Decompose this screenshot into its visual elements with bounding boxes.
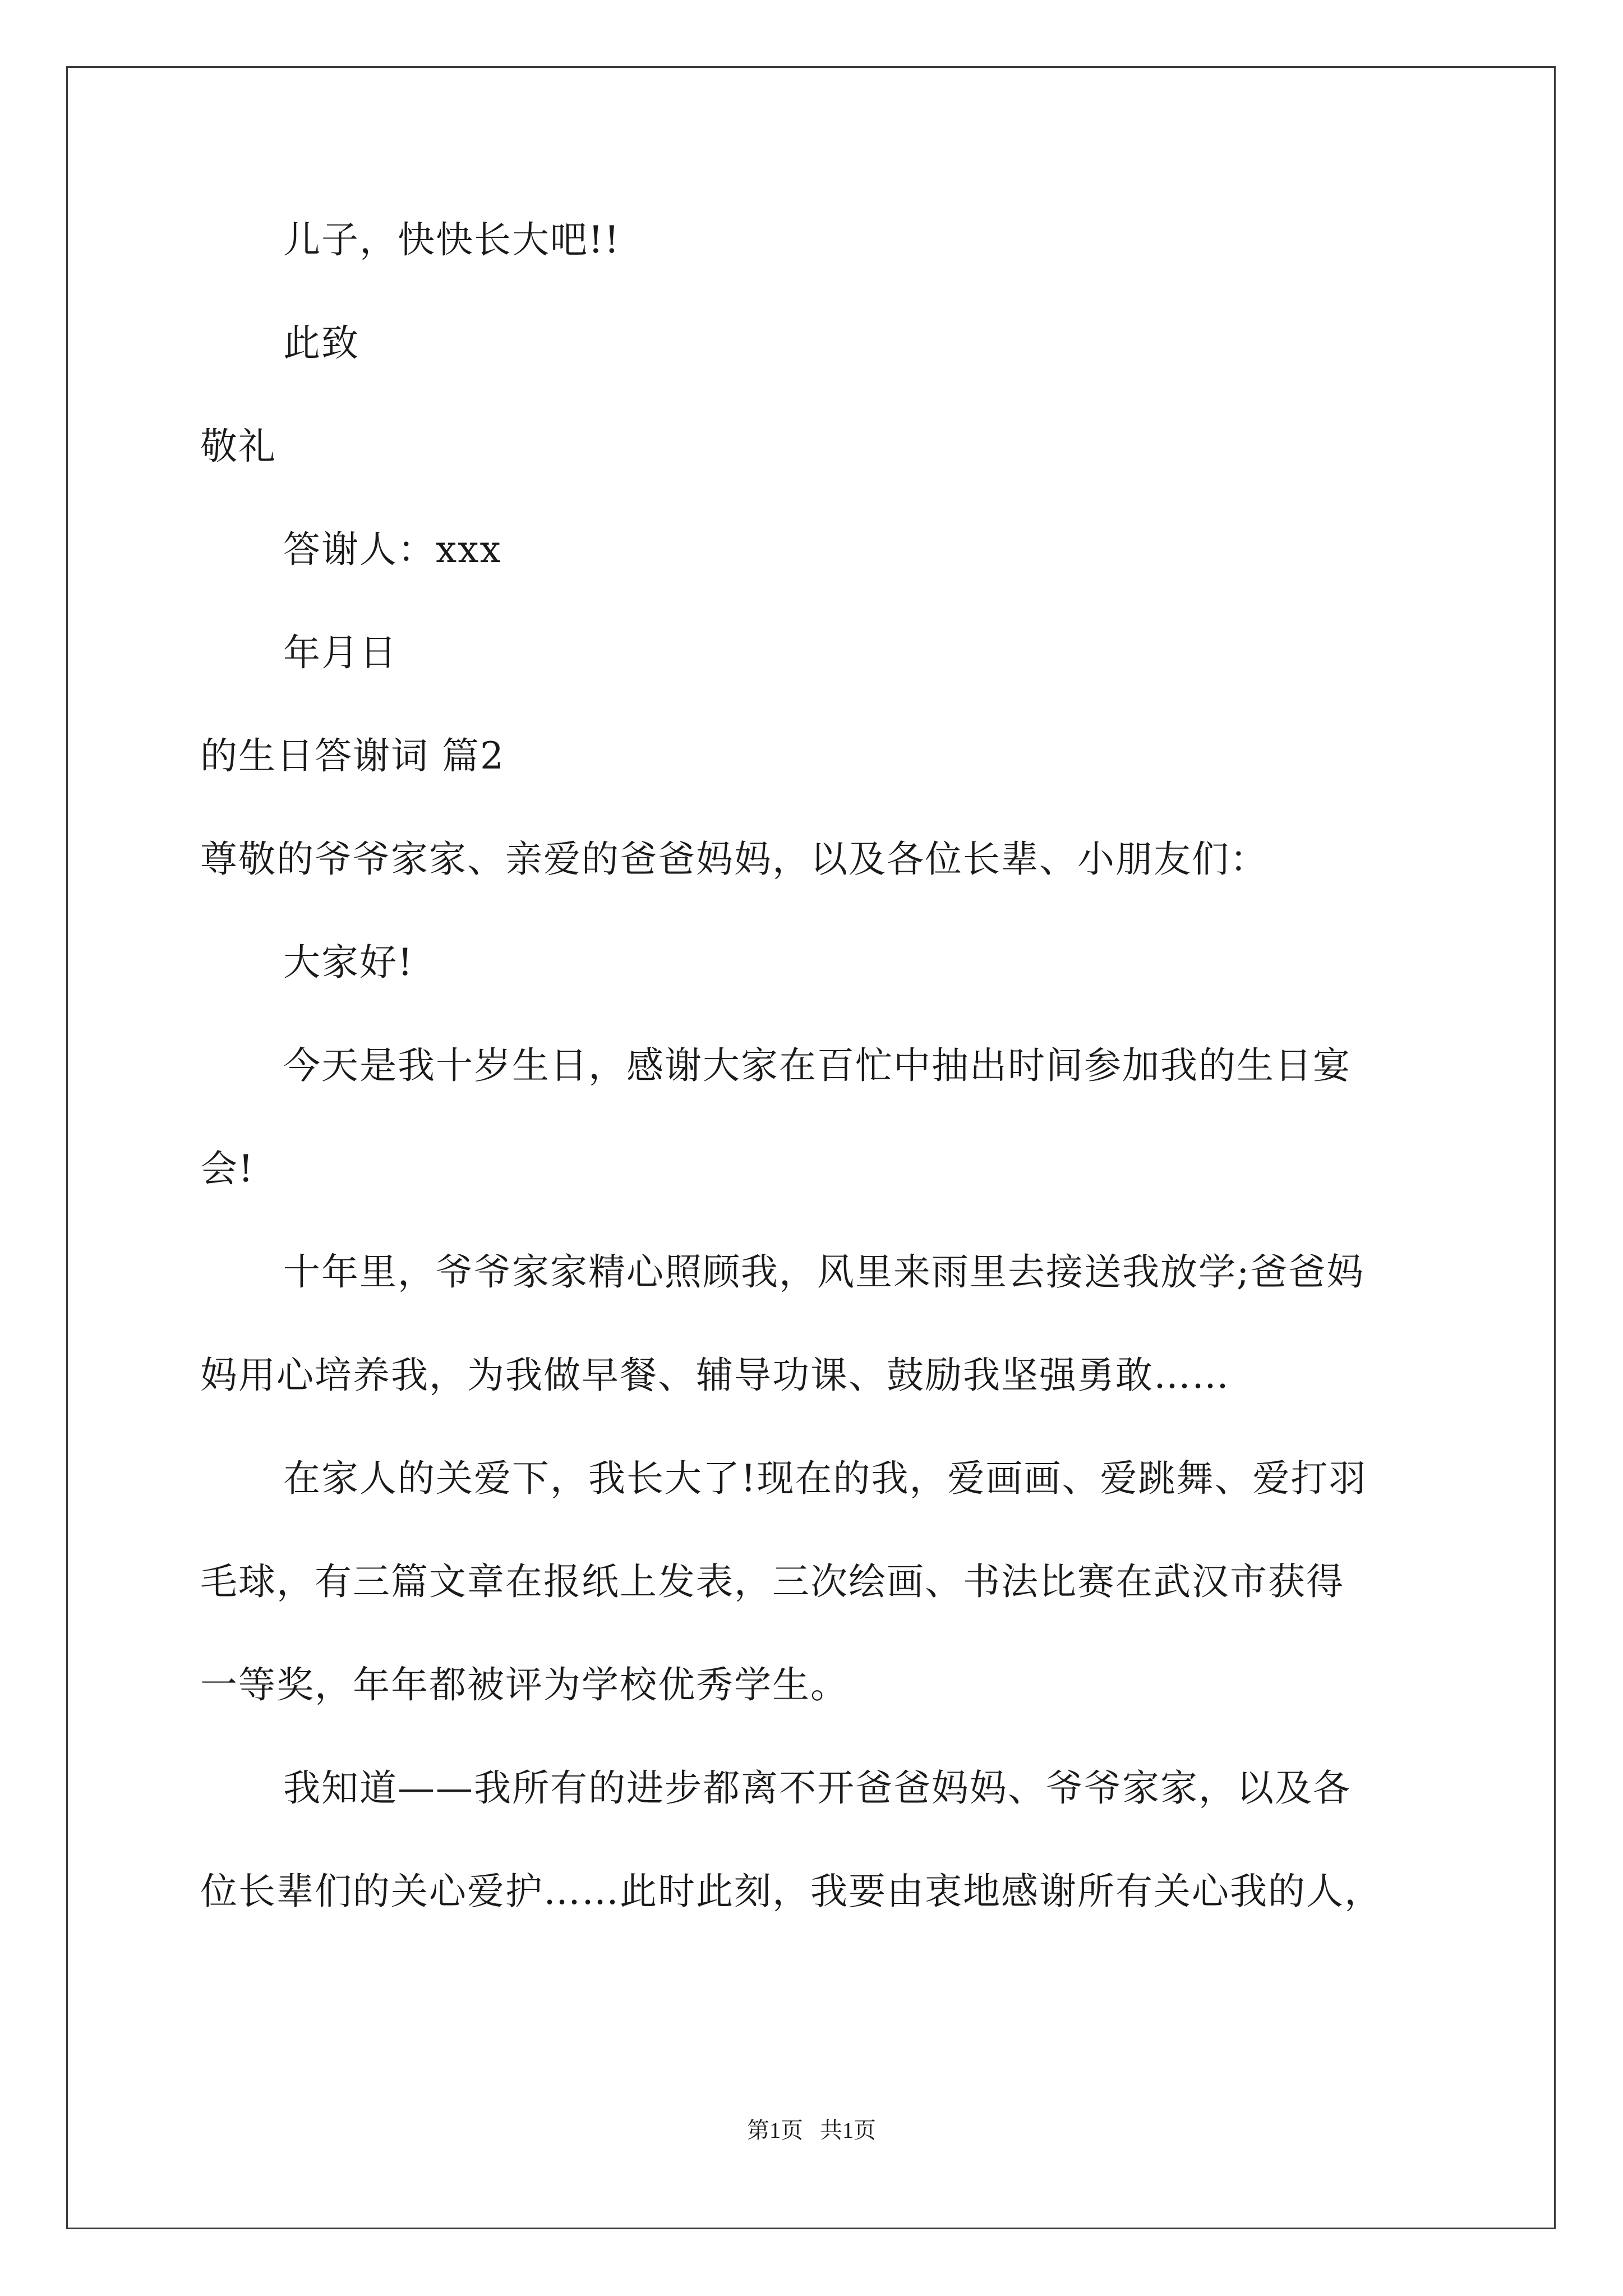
text-line: 妈用心培养我，为我做早餐、辅导功课、鼓励我坚强勇敢…… (200, 1354, 1230, 1397)
page-number-footer: 第1页 共1页 (747, 2118, 876, 2143)
text-line: 年月日 (283, 631, 398, 674)
text-line: 敬礼 (200, 425, 276, 468)
text-line: 一等奖，年年都被评为学校优秀学生。 (200, 1663, 849, 1706)
text-line: 我知道——我所有的进步都离不开爸爸妈妈、爷爷家家，以及各 (283, 1766, 1351, 1810)
text-line: 此致 (283, 321, 359, 365)
text-line: 位长辈们的关心爱护……此时此刻，我要由衷地感谢所有关心我的人， (200, 1870, 1382, 1913)
section-heading: 的生日答谢词 篇2 (200, 734, 505, 777)
text-line: 大家好! (283, 941, 414, 984)
text-line: 会! (200, 1147, 255, 1190)
text-line: 毛球，有三篇文章在报纸上发表，三次绘画、书法比赛在武汉市获得 (200, 1560, 1344, 1603)
text-line: 答谢人：xxx (283, 528, 502, 571)
document-body (200, 218, 1434, 1913)
text-line: 十年里，爷爷家家精心照顾我，风里来雨里去接送我放学;爸爸妈 (283, 1250, 1365, 1294)
text-line: 儿子，快快长大吧!! (283, 218, 621, 261)
text-line: 在家人的关爱下，我长大了!现在的我，爱画画、爱跳舞、爱打羽 (283, 1457, 1367, 1500)
text-line: 尊敬的爷爷家家、亲爱的爸爸妈妈，以及各位长辈、小朋友们： (200, 838, 1268, 881)
text-line: 今天是我十岁生日，感谢大家在百忙中抽出时间参加我的生日宴 (283, 1044, 1351, 1087)
